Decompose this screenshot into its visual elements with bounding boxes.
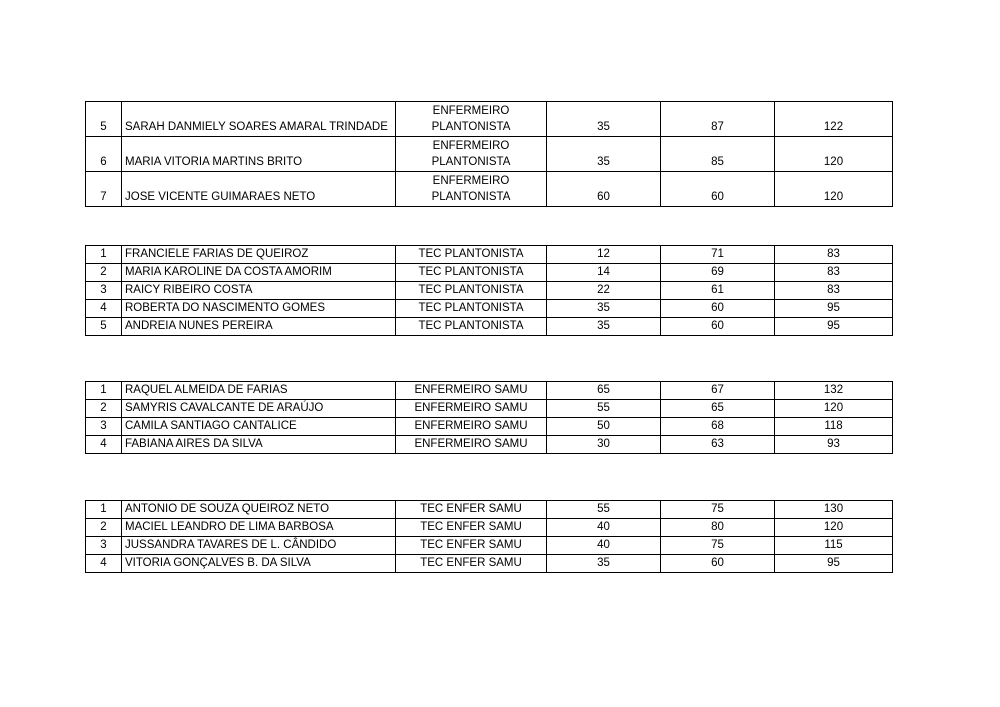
rank-cell: 3 [86, 418, 122, 436]
candidate-name-cell: VITORIA GONÇALVES B. DA SILVA [122, 555, 396, 573]
table-row [86, 282, 893, 300]
role-cell: TEC PLANTONISTA [396, 318, 547, 336]
total-cell: 95 [775, 318, 893, 336]
score-b-cell: 67 [661, 382, 775, 400]
candidate-name-cell: ANTONIO DE SOUZA QUEIROZ NETO [122, 501, 396, 519]
candidate-name-cell: JUSSANDRA TAVARES DE L. CÂNDIDO [122, 537, 396, 555]
rank-cell: 7 [86, 172, 122, 207]
total-cell: 93 [775, 436, 893, 454]
score-a-cell: 65 [547, 382, 661, 400]
rank-cell: 4 [86, 436, 122, 454]
score-b-cell: 87 [661, 102, 775, 137]
total-cell: 130 [775, 501, 893, 519]
candidate-name-cell: RAQUEL ALMEIDA DE FARIAS [122, 382, 396, 400]
candidate-name-cell: ANDREIA NUNES PEREIRA [122, 318, 396, 336]
candidate-name-cell: CAMILA SANTIAGO CANTALICE [122, 418, 396, 436]
score-a-cell: 55 [547, 501, 661, 519]
rank-cell: 4 [86, 555, 122, 573]
score-a-cell: 35 [547, 555, 661, 573]
score-b-cell: 80 [661, 519, 775, 537]
results-table-tec-plantonista [85, 245, 893, 336]
role-cell: ENFERMEIRO SAMU [396, 436, 547, 454]
candidate-name-cell: SARAH DANMIELY SOARES AMARAL TRINDADE [122, 102, 396, 137]
rank-cell: 2 [86, 400, 122, 418]
score-b-cell: 60 [661, 172, 775, 207]
candidate-name-cell: FABIANA AIRES DA SILVA [122, 436, 396, 454]
rank-cell: 1 [86, 246, 122, 264]
total-cell: 95 [775, 300, 893, 318]
candidate-name-cell: MARIA VITORIA MARTINS BRITO [122, 137, 396, 172]
role-cell: TEC PLANTONISTA [396, 246, 547, 264]
total-cell: 83 [775, 246, 893, 264]
score-b-cell: 68 [661, 418, 775, 436]
score-a-cell: 35 [547, 300, 661, 318]
score-b-cell: 69 [661, 264, 775, 282]
rank-cell: 2 [86, 264, 122, 282]
role-cell: TEC PLANTONISTA [396, 264, 547, 282]
score-b-cell: 65 [661, 400, 775, 418]
role-cell [396, 137, 547, 172]
candidate-name-cell: MACIEL LEANDRO DE LIMA BARBOSA [122, 519, 396, 537]
score-a-cell: 40 [547, 519, 661, 537]
score-b-cell: 71 [661, 246, 775, 264]
rank-cell: 6 [86, 137, 122, 172]
total-cell: 120 [775, 137, 893, 172]
score-a-cell: 22 [547, 282, 661, 300]
score-a-cell: 50 [547, 418, 661, 436]
score-a-cell: 35 [547, 137, 661, 172]
rank-cell: 3 [86, 282, 122, 300]
score-b-cell: 61 [661, 282, 775, 300]
total-cell: 120 [775, 172, 893, 207]
role-cell: ENFERMEIRO SAMU [396, 400, 547, 418]
role-cell [396, 102, 547, 137]
table-row [86, 436, 893, 454]
role-cell: TEC ENFER SAMU [396, 537, 547, 555]
score-a-cell: 30 [547, 436, 661, 454]
score-b-cell: 63 [661, 436, 775, 454]
results-table-enfermeiro-plantonista [85, 101, 893, 207]
role-line-2: PLANTONISTA [431, 121, 511, 133]
table-row [86, 382, 893, 400]
rank-cell: 1 [86, 501, 122, 519]
table-row [86, 537, 893, 555]
score-a-cell: 12 [547, 246, 661, 264]
score-a-cell: 60 [547, 172, 661, 207]
table-row [86, 102, 893, 137]
role-cell: TEC ENFER SAMU [396, 501, 547, 519]
candidate-name-cell: MARIA KAROLINE DA COSTA AMORIM [122, 264, 396, 282]
rank-cell: 4 [86, 300, 122, 318]
role-cell [396, 172, 547, 207]
total-cell: 95 [775, 555, 893, 573]
total-cell: 115 [775, 537, 893, 555]
candidate-name-cell: SAMYRIS CAVALCANTE DE ARAÚJO [122, 400, 396, 418]
table-row [86, 172, 893, 207]
candidate-name-cell: RAICY RIBEIRO COSTA [122, 282, 396, 300]
table-row [86, 418, 893, 436]
total-cell: 120 [775, 519, 893, 537]
role-line-2: PLANTONISTA [431, 191, 511, 203]
table-row [86, 519, 893, 537]
rank-cell: 5 [86, 102, 122, 137]
score-b-cell: 60 [661, 318, 775, 336]
score-a-cell: 55 [547, 400, 661, 418]
score-b-cell: 75 [661, 537, 775, 555]
score-b-cell: 60 [661, 300, 775, 318]
total-cell: 83 [775, 264, 893, 282]
table-row [86, 555, 893, 573]
table-row [86, 318, 893, 336]
candidate-name-cell: ROBERTA DO NASCIMENTO GOMES [122, 300, 396, 318]
results-table-enfermeiro-samu [85, 381, 893, 454]
score-b-cell: 85 [661, 137, 775, 172]
role-cell: TEC PLANTONISTA [396, 282, 547, 300]
table-row [86, 246, 893, 264]
table-row [86, 264, 893, 282]
rank-cell: 2 [86, 519, 122, 537]
role-cell: TEC ENFER SAMU [396, 519, 547, 537]
rank-cell: 3 [86, 537, 122, 555]
role-line-1: ENFERMEIRO [432, 105, 510, 117]
score-a-cell: 40 [547, 537, 661, 555]
table-row [86, 400, 893, 418]
candidate-name-cell: FRANCIELE FARIAS DE QUEIROZ [122, 246, 396, 264]
results-table-tec-enfer-samu [85, 500, 893, 573]
score-b-cell: 75 [661, 501, 775, 519]
total-cell: 120 [775, 400, 893, 418]
score-b-cell: 60 [661, 555, 775, 573]
role-line-2: PLANTONISTA [431, 156, 511, 168]
total-cell: 132 [775, 382, 893, 400]
rank-cell: 5 [86, 318, 122, 336]
role-cell: TEC ENFER SAMU [396, 555, 547, 573]
role-cell: TEC PLANTONISTA [396, 300, 547, 318]
table-row [86, 501, 893, 519]
score-a-cell: 35 [547, 102, 661, 137]
table-row [86, 300, 893, 318]
total-cell: 83 [775, 282, 893, 300]
role-line-1: ENFERMEIRO [432, 175, 510, 187]
role-cell: ENFERMEIRO SAMU [396, 382, 547, 400]
score-a-cell: 35 [547, 318, 661, 336]
candidate-name-cell: JOSE VICENTE GUIMARAES NETO [122, 172, 396, 207]
role-line-1: ENFERMEIRO [432, 140, 510, 152]
rank-cell: 1 [86, 382, 122, 400]
total-cell: 118 [775, 418, 893, 436]
role-cell: ENFERMEIRO SAMU [396, 418, 547, 436]
table-row [86, 137, 893, 172]
total-cell: 122 [775, 102, 893, 137]
score-a-cell: 14 [547, 264, 661, 282]
